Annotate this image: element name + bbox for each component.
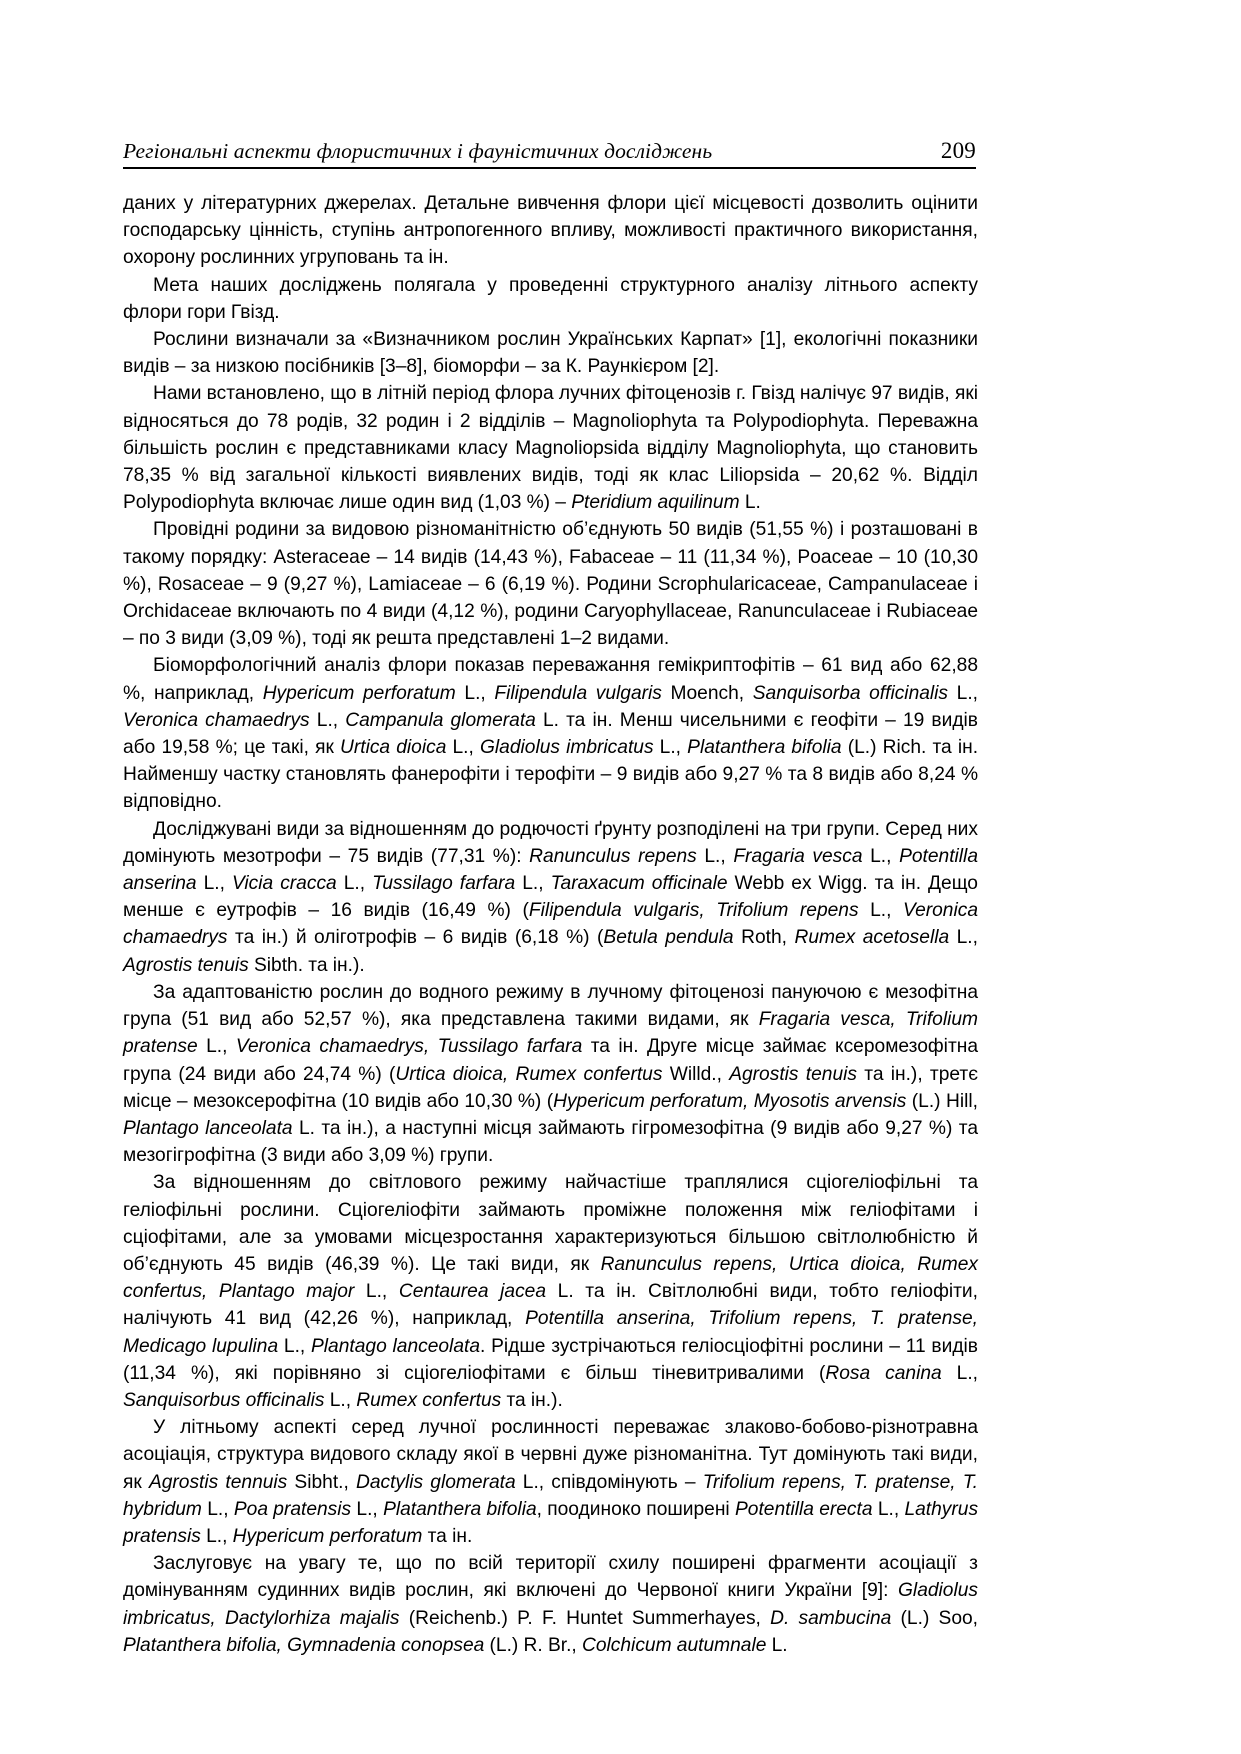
para-biomorph [123, 652, 978, 815]
scientific-name: Colchicum autumnale [582, 1634, 767, 1656]
scientific-name: Sanquisorbus officinalis [123, 1389, 325, 1411]
scientific-name: Lathyrus pratensis [123, 1498, 979, 1547]
text-run: L., [354, 1281, 399, 1303]
text-run: L., [201, 1498, 234, 1520]
text-run: L., [515, 873, 551, 895]
para-red-book [123, 1550, 978, 1659]
scientific-name: Platanthera bifolia [687, 737, 842, 759]
text-run: L., [949, 927, 978, 949]
text-run: L. [739, 492, 761, 514]
text-run: Рослини визначали за «Визначником рослин Українських Карпат» [1], екологічні показники видів – за низкою посібників [3–8], біоморфи – за К. Раункієром [2]. [123, 329, 978, 378]
scientific-name: Filipendula vulgaris [494, 682, 662, 704]
scientific-name: Vicia cracca [231, 873, 337, 895]
scientific-name: Urtica dioica, Rumex confertus [395, 1063, 663, 1085]
para-methods [123, 326, 978, 380]
text-run: L., [653, 737, 688, 759]
scientific-name: Platanthera bifolia, Gymnadenia conopsea [123, 1634, 485, 1656]
scientific-name: Trifolium repens, T. pratense, T. hybridum [123, 1471, 979, 1520]
scientific-name: Agrostis tenuis [123, 954, 249, 976]
scientific-name: Plantago lanceolata [123, 1117, 293, 1139]
text-run: Біоморфологічний аналіз флори показав переважання гемікриптофітів – 61 вид або 62,88 %, наприклад, [123, 655, 978, 704]
text-run: L., [858, 900, 903, 922]
scientific-name: Sanquisorba officinalis [752, 682, 949, 704]
scientific-name: Potentilla anserina [123, 845, 978, 895]
text-run: Нами встановлено, що в літній період флора лучних фітоценозів г. Гвізд налічує 97 видів, які відносяться до 78 родів, 32 родин і 2 відділів – Magnoliophyta та Polypodiophyta. Переважна більшість рослин є представниками класу Magnoliopsida відділу Magnoliophyta, що становить 78,35 % від загальної кількості виявлених видів, тоді як клас Liliopsida – 20,62 %. Відділ Polypodiophyta включає лише один вид (1,03 %) – [123, 383, 978, 514]
text-run: L., [862, 845, 900, 867]
body-text-column [123, 190, 978, 1659]
text-run: та ін.), третє місце – мезоксерофітна (10 видів або 10,30 %) ( [123, 1063, 978, 1112]
scientific-name: Poa pratensis [233, 1498, 352, 1520]
text-run: L. та ін. Світлолюбні види, тобто геліофіти, налічують 41 вид (42,26 %), наприклад, [123, 1281, 978, 1330]
text-run: (L.) Soo, [891, 1607, 979, 1629]
text-run: . Рідше зустрічаються геліосціофітні рослини – 11 видів (11,34 %), які порівняно зі сціогеліофітами є більш тіневитривалими ( [123, 1335, 978, 1384]
text-run: Провідні родини за видовою різноманітністю об’єднують 50 видів (51,55 %) і розташовані в такому порядку: Asteraceae – 14 видів (14,43 %), Fabaceae – 11 (11,34 %), Poaceae – 10 (10,30 %), Rosaceae – 9 (9,27 %), Lamiaceae – 6 (6,19 %). Родини Scrophularicaceae, Campanulaceae і Orchidaceae включають по 4 види (4,12 %), родини Caryophyllaceae, Ranunculaceae і Rubiaceae – по 3 види (3,09 %), тоді як решта представлені 1–2 видами. [123, 519, 978, 650]
text-run: L., [196, 873, 232, 895]
text-run: У літньому аспекті серед лучної рослинності переважає злаково-бобово-різнотравна асоціація, структура видового складу якої в червні дуже різноманітна. Тут домінують такі види, як [123, 1417, 978, 1493]
text-run: L., [278, 1335, 311, 1357]
text-run: L., співдомінують – [515, 1471, 703, 1493]
scientific-name: Urtica dioica [340, 737, 447, 759]
para-species-count [123, 380, 978, 516]
scientific-name: Ranunculus repens, Urtica dioica, Rumex confertus, Plantago major [123, 1253, 978, 1303]
text-run: та ін. [422, 1525, 473, 1547]
para-aim [123, 272, 978, 326]
text-run: та ін.). [501, 1389, 563, 1411]
text-run: Мета наших досліджень полягала у проведенні структурного аналізу літнього аспекту флори гори Гвізд. [123, 274, 978, 323]
scientific-name: Hypericum perforatum [262, 682, 456, 704]
scientific-name: Ranunculus repens [529, 845, 697, 867]
running-header [123, 138, 976, 169]
text-run: L., [351, 1498, 384, 1520]
text-run: L., [200, 1525, 233, 1547]
scientific-name: Rumex confertus [356, 1389, 502, 1411]
para-soil-fertility [123, 816, 978, 979]
text-run: L., [455, 682, 495, 704]
text-run: та ін.) й оліготрофів – 6 видів (6,18 %) ( [227, 927, 604, 949]
scientific-name: Veronica chamaedrys, Tussilago farfara [235, 1036, 583, 1058]
text-run: L. [766, 1634, 788, 1656]
scientific-name: Veronica chamaedrys [123, 900, 979, 949]
scientific-name: Fragaria vesca, Trifolium pratense [123, 1009, 978, 1058]
scientific-name: Fragaria vesca [733, 845, 863, 867]
text-run: , поодиноко поширені [536, 1498, 735, 1520]
scientific-name: Campanula glomerata [345, 709, 536, 731]
text-run: Досліджувані види за відношенням до родючості ґрунту розподілені на три групи. Серед них домінують мезотрофи – 75 видів (77,31 %): [123, 818, 978, 867]
scientific-name: Centaurea jacea [398, 1281, 547, 1303]
scientific-name: Potentilla erecta [734, 1498, 873, 1520]
scientific-name: D. sambucina [770, 1607, 892, 1629]
scientific-name: Hypericum perforatum, Myosotis arvensis [553, 1090, 907, 1112]
text-run: Заслуговує на увагу те, що по всій території схилу поширені фрагменти асоціації з домінуванням судинних видів рослин, які включені до Червоної книги України [9]: [123, 1553, 978, 1602]
text-run: (L.) Hill, [906, 1090, 978, 1112]
page-number: 209 [940, 138, 976, 163]
text-run: (Reichenb.) P. F. Huntet Summerhayes, [399, 1607, 771, 1629]
text-run: Sibht., [287, 1471, 356, 1493]
text-run: Moench, [661, 682, 753, 704]
scientific-name: Tussilago farfara [372, 873, 516, 895]
text-run: Webb ex Wigg. та ін. Дещо менше є еутрофів – 16 видів (16,49 %) ( [123, 873, 978, 922]
text-run: та ін. Друге місце займає ксеромезофітна група (24 види або 24,74 %) ( [123, 1036, 978, 1085]
text-run: L. та ін. Менш чисельними є геофіти – 19 видів або 19,58 %; це такі, як [123, 709, 978, 759]
scientific-name: Hypericum perforatum [232, 1525, 423, 1547]
scientific-name: Pteridium aquilinum [571, 492, 740, 514]
text-run: L., [696, 845, 734, 867]
text-run: L., [309, 709, 346, 731]
text-run: Sibth. та ін.). [248, 954, 365, 976]
scientific-name: Agrostis tenuis [729, 1063, 857, 1085]
running-header-title: Регіональні аспекти флористичних і фауністичних досліджень [123, 139, 713, 163]
text-run: За адаптованістю рослин до водного режиму в лучному фітоценозі пануючою є мезофітна група (51 вид або 52,57 %), яка представлена такими видами, як [123, 981, 978, 1031]
scientific-name: Gladiolus imbricatus, Dactylorhiza majalis [123, 1580, 978, 1629]
text-run: L., [197, 1036, 236, 1058]
para-families [123, 516, 978, 652]
scientific-name: Rumex acetosella [794, 927, 950, 949]
scientific-name: Gladiolus imbricatus [479, 737, 654, 759]
text-run: Roth, [733, 927, 795, 949]
text-run: L. та ін.), а наступні місця займають гігромезофітна (9 видів або 9,27 %) та мезогігрофітна (3 види або 3,09 %) групи. [123, 1117, 978, 1167]
text-run: За відношенням до світлового режиму найчастіше траплялися сціогеліофільні та геліофільні рослини. Сціогеліофіти займають проміжне положення між геліофітами і сціофітами, але за умовами місцезростання характеризуються більшою світлолюбністю й об’єднують 45 видів (46,39 %). Це такі види, як [123, 1172, 978, 1275]
text-run: L., [324, 1389, 357, 1411]
scientific-name: Rosa canina [825, 1362, 942, 1384]
para-water-regime [123, 979, 978, 1169]
text-run: (L.) Rich. та ін. Найменшу частку становлять фанерофіти і терофіти – 9 видів або 9,27 % та 8 видів або 8,24 % відповідно. [123, 737, 979, 813]
scientific-name: Agrostis tennuis [148, 1471, 288, 1493]
para-intro-continuation [123, 190, 978, 272]
para-light-regime [123, 1169, 978, 1414]
text-run: (L.) R. Br., [484, 1634, 582, 1656]
text-run: L., [941, 1362, 978, 1384]
scientific-name: Filipendula vulgaris, Trifolium repens [528, 900, 859, 922]
para-summer-aspect [123, 1414, 978, 1550]
scientific-name: Platanthera bifolia [383, 1498, 537, 1520]
text-run: L., [872, 1498, 905, 1520]
text-run: даних у літературних джерелах. Детальне вивчення флори цієї місцевості дозволить оцінити господарську цінність, ступінь антропогенного впливу, можливості практичного використання, охорону рослинних угруповань та ін. [123, 193, 978, 269]
scientific-name: Taraxacum officinale [550, 873, 728, 895]
text-run: L., [948, 682, 978, 704]
text-run: L., [336, 873, 373, 895]
scientific-name: Betula pendula [603, 927, 734, 949]
scientific-name: Veronica chamaedrys [123, 709, 310, 731]
scientific-name: Dactylis glomerata [355, 1471, 516, 1493]
text-run: Willd., [662, 1063, 730, 1085]
text-run: L., [446, 737, 480, 759]
scientific-name: Potentilla anserina, Trifolium repens, T. pratense, Medicago lupulina [123, 1308, 978, 1357]
scientific-name: Plantago lanceolata [311, 1335, 480, 1357]
